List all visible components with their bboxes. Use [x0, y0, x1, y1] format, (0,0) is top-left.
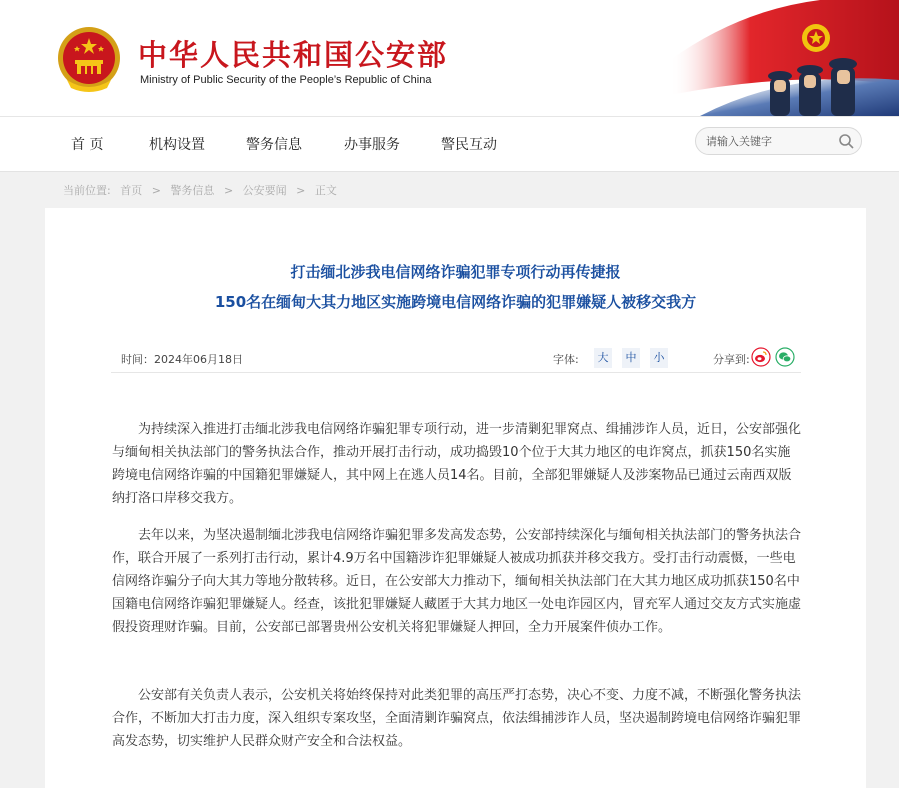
- article-title-line1: 打击缅北涉我电信网络诈骗犯罪专项行动再传捷报: [290, 263, 621, 281]
- breadcrumb-separator: >: [223, 184, 234, 197]
- article-paragraph-1: 为持续深入推进打击缅北涉我电信网络诈骗犯罪专项行动，进一步清剿犯罪窝点、缉捕涉诈人员，近日，公安部强化与缅甸相关执法部门的警务执法合作，推动开展打击行动，成功捣毁10个位于大其力地区的电诈窝点，抓获150名实施跨境电信网络诈骗的中国籍犯罪嫌疑人，其中网上在逃人员14名。目前，全部犯罪嫌疑人及涉案物品已通过云南西双版纳打洛口岸移交我方。: [112, 422, 802, 506]
- breadcrumb-police-info[interactable]: 警务信息: [170, 184, 215, 197]
- breadcrumb-prefix: 当前位置:: [63, 184, 111, 197]
- nav-item-services[interactable]: 办事服务: [344, 137, 400, 153]
- article-title-line2: 150名在缅甸大其力地区实施跨境电信网络诈骗的犯罪嫌疑人被移交我方: [214, 293, 697, 311]
- wechat-share-icon[interactable]: [775, 347, 795, 367]
- article-paragraph-2: 去年以来，为坚决遏制缅北涉我电信网络诈骗犯罪多发高发态势，公安部持续深化与缅甸相关执法部门的警务执法合作，联合开展了一系列打击行动，累计4.9万名中国籍涉诈犯罪嫌疑人被成功抓获并移交我方。受打击行动震慑，一些电信网络诈骗分子向大其力等地分散转移。近日，在公安部大力推动下，缅甸相关执法部门在大其力地区成功抓获150名中国籍电信网络诈骗犯罪嫌疑人。经查，该批犯罪嫌疑人藏匿于大其力地区一处电诈园区内，冒充军人通过交友方式实施虚假投资理财诈骗。目前，公安部已部署贵州公安机关将犯罪嫌疑人押回，全力开展案件侦办工作。: [112, 528, 802, 635]
- article-paragraph-3: 公安部有关负责人表示，公安机关将始终保持对此类犯罪的高压严打态势，决心不变、力度不减，不断强化警务执法合作，不断加大打击力度，深入组织专案攻坚，全面清剿诈骗窝点，依法缉捕涉诈人员，坚决遏制跨境电信网络诈骗犯罪高发态势，切实维护人民群众财产安全和合法权益。: [112, 688, 802, 749]
- share-label: 分享到:: [713, 353, 750, 366]
- search-box: [695, 127, 862, 155]
- breadcrumb-home[interactable]: 首页: [120, 184, 143, 197]
- nav-item-interaction[interactable]: 警民互动: [441, 137, 497, 153]
- site-title[interactable]: 中华人民共和国公安部: [138, 38, 449, 72]
- site-header: [0, 0, 899, 116]
- site-subtitle-en: Ministry of Public Security of the People’s Republic of China: [140, 74, 432, 86]
- font-size-medium-button[interactable]: 中: [622, 348, 640, 368]
- nav-item-police-info[interactable]: 警务信息: [246, 137, 302, 153]
- breadcrumb-news[interactable]: 公安要闻: [242, 184, 287, 197]
- breadcrumb-separator: >: [296, 184, 306, 197]
- nav-item-home[interactable]: 首 页: [71, 137, 104, 153]
- weibo-share-icon[interactable]: [751, 347, 771, 367]
- search-input[interactable]: [706, 132, 826, 150]
- national-emblem-icon[interactable]: [57, 24, 121, 94]
- breadcrumb: [63, 182, 343, 198]
- header-banner-image: [640, 0, 899, 116]
- nav-item-organization[interactable]: 机构设置: [149, 137, 205, 153]
- font-size-label: 字体:: [553, 353, 579, 366]
- breadcrumb-separator: >: [151, 184, 161, 197]
- publish-time: 时间：2024年06月18日: [121, 353, 243, 366]
- search-icon[interactable]: [837, 132, 855, 150]
- breadcrumb-current: 正文: [314, 184, 337, 197]
- font-size-small-button[interactable]: 小: [650, 348, 668, 368]
- article-panel: [45, 208, 866, 788]
- article-meta-bar: [111, 344, 801, 373]
- font-size-large-button[interactable]: 大: [594, 348, 612, 368]
